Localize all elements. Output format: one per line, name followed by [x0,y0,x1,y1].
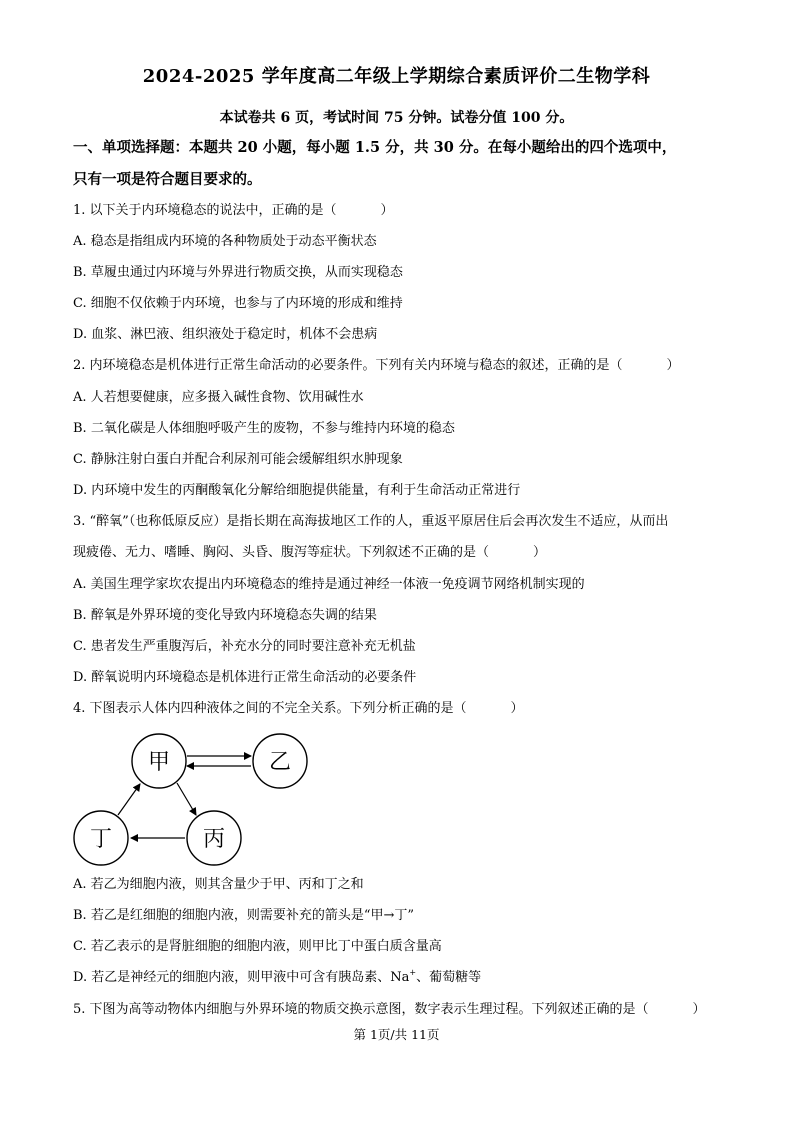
question-5-stem: 5. 下图为高等动物体内细胞与外界环境的物质交换示意图，数字表示生理过程。下列叙述正确的是（ ） [73,1002,706,1017]
node-ding [74,811,128,865]
question-4-option-c: C. 若乙表示的是肾脏细胞的细胞内液，则甲比丁中蛋白质含量高 [73,939,442,954]
node-bing [187,811,241,865]
question-2-stem: 2. 内环境稳态是机体进行正常生命活动的必要条件。下列有关内环境与稳态的叙述，正确的是（ ） [73,358,680,373]
arrow-ding-to-jia [118,784,140,815]
question-2-option-a: A. 人若想要健康，应多摄入碱性食物、饮用碱性水 [73,390,364,405]
node-ding-label: 丁 [89,827,113,852]
question-1-option-d: D. 血浆、淋巴液、组织液处于稳定时，机体不会患病 [73,327,378,342]
node-jia-label: 甲 [147,750,171,775]
node-bing-label: 丙 [202,827,226,852]
question-2-option-b: B. 二氧化碳是人体细胞呼吸产生的废物，不参与维持内环境的稳态 [73,421,455,436]
question-3-option-a: A. 美国生理学家坎农提出内环境稳态的维持是通过神经一体液一免疫调节网络机制实现的 [73,577,585,592]
question-3-stem-cont: 现疲倦、无力、嗜睡、胸闷、头昏、腹泻等症状。下列叙述不正确的是（ ） [73,545,547,560]
question-3-option-d: D. 醉氧说明内环境稳态是机体进行正常生命活动的必要条件 [73,670,417,685]
question-3-stem: 3. “醉氧”（也称低原反应）是指长期在高海拔地区工作的人，重返平原居住后会再次发生不适应，从而出 [73,514,669,529]
arrow-jia-to-bing [177,783,196,815]
body-fluid-diagram [70,728,330,868]
question-4-option-d: D. 若乙是神经元的细胞内液，则甲液中可含有胰岛素、Na+、葡萄糖等 [73,968,482,985]
question-1-option-c: C. 细胞不仅依赖于内环境，也参与了内环境的形成和维持 [73,296,403,311]
question-4-option-b: B. 若乙是红细胞的细胞内液，则需要补充的箭头是“甲→丁” [73,908,415,923]
question-3-option-c: C. 患者发生严重腹泻后，补充水分的同时要注意补充无机盐 [73,639,416,654]
page-number: 第 1页/共 11页 [353,1027,440,1042]
question-4-stem: 4. 下图表示人体内四种液体之间的不完全关系。下列分析正确的是（ ） [73,701,524,716]
question-1-option-b: B. 草履虫通过内环境与外界进行物质交换，从而实现稳态 [73,265,403,280]
question-1-option-a: A. 稳态是指组成内环境的各种物质处于动态平衡状态 [73,234,377,249]
question-1-stem: 1. 以下关于内环境稳态的说法中，正确的是（ ） [73,203,394,218]
question-2-option-d: D. 内环境中发生的丙酮酸氧化分解给细胞提供能量，有利于生命活动正常进行 [73,483,521,498]
question-3-option-b: B. 醉氧是外界环境的变化导致内环境稳态失调的结果 [73,608,377,623]
page-title: 2024-2025 学年度高二年级上学期综合素质评价二生物学科 [142,66,651,87]
section-heading: 一、单项选择题：本题共 20 小题，每小题 1.5 分，共 30 分。在每小题给出的四个选项中， [73,139,677,156]
node-yi-label: 乙 [268,750,292,775]
question-4-option-a: A. 若乙为细胞内液，则其含量少于甲、丙和丁之和 [73,877,364,892]
question-2-option-c: C. 静脉注射白蛋白并配合利尿剂可能会缓解组织水肿现象 [73,452,403,467]
node-yi [253,734,307,788]
node-jia [132,734,186,788]
exam-info: 本试卷共 6 页，考试时间 75 分钟。试卷分值 100 分。 [219,110,574,126]
section-heading-cont: 只有一项是符合题目要求的。 [73,171,262,188]
